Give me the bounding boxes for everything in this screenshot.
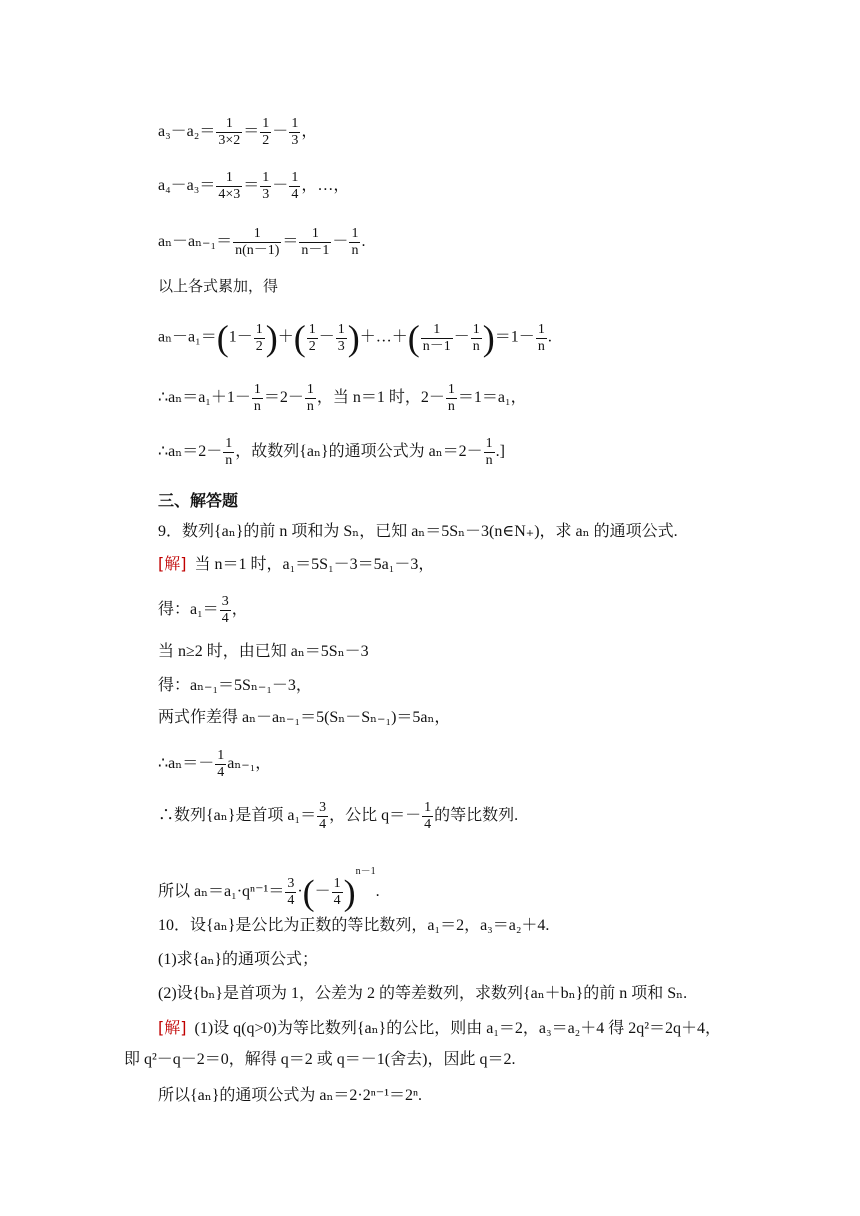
punct: ，…，: [301, 177, 350, 195]
minus: －: [453, 328, 470, 346]
sum-note: 以上各式累加，得: [158, 277, 279, 295]
fraction: [446, 382, 457, 415]
denominator: n: [447, 399, 455, 414]
fraction: [223, 436, 234, 469]
numerator: 1: [225, 436, 233, 451]
numerator: 3: [287, 875, 295, 891]
denominator: 3: [291, 133, 299, 148]
eq-lhs: aₙ－aₙ₋₁＝: [158, 233, 233, 251]
question-10: 10．设{aₙ}是公比为正数的等比数列，a₁＝2，a₃＝a₂＋4.: [158, 917, 550, 934]
numerator: 1: [337, 321, 345, 337]
right-paren: ): [482, 318, 495, 358]
eq-lhs: a₃－a₂＝: [158, 123, 216, 141]
fraction: [317, 800, 328, 833]
numerator: 1: [255, 321, 263, 337]
equation-a3-a2: [158, 116, 317, 149]
fraction: [216, 170, 242, 203]
denominator: 3: [262, 187, 270, 202]
text: .: [375, 883, 380, 900]
equation-therefore-2: [158, 436, 505, 469]
exponent: n－1: [355, 866, 376, 877]
text: ·: [297, 883, 303, 900]
text: .]: [495, 443, 505, 461]
solution-9-line-6: [158, 748, 271, 781]
punct: .: [361, 233, 366, 251]
text: 得：a₁＝: [158, 601, 219, 619]
equation-sum: [158, 320, 552, 356]
solution-10-line-3: 所以{aₙ}的通项公式为 aₙ＝2·2ⁿ⁻¹＝2ⁿ.: [158, 1087, 423, 1104]
fraction: [536, 322, 547, 355]
minus: －: [314, 883, 331, 900]
denominator: n－1: [301, 243, 330, 258]
fraction: [254, 322, 265, 355]
text: 所以 aₙ＝a₁·qⁿ⁻¹＝: [158, 883, 285, 900]
text: 当 n＝1 时，a₁＝5S₁－3＝5a₁－3，: [194, 556, 435, 573]
right-paren: ): [343, 872, 356, 913]
left-paren: (: [293, 318, 306, 358]
fraction: [252, 382, 263, 415]
fraction: [289, 116, 300, 149]
text: ＝2－: [263, 389, 304, 407]
denominator: 2: [308, 338, 316, 354]
equals: ＝: [282, 233, 299, 251]
numerator: 1: [424, 800, 432, 815]
denominator: 4: [291, 187, 299, 202]
numerator: 1: [447, 382, 455, 397]
fraction: [332, 876, 343, 909]
equation-a4-a3: [158, 170, 349, 203]
fraction: [299, 226, 331, 259]
denominator: 4: [221, 611, 229, 626]
fraction: [220, 594, 231, 627]
denominator: n: [485, 453, 493, 468]
minus: －: [318, 328, 335, 346]
numerator: 1: [262, 170, 270, 185]
fraction: [307, 322, 318, 355]
numerator: 1: [217, 748, 225, 763]
left-paren: (: [302, 872, 315, 913]
plus: ＋: [277, 328, 294, 346]
denominator: 3: [337, 338, 345, 354]
equals: ＝: [243, 177, 260, 195]
right-paren: ): [265, 318, 278, 358]
solution-9-line-1: [158, 554, 434, 575]
fraction: [421, 322, 453, 355]
denominator: n: [225, 453, 233, 468]
equals: ＝: [243, 123, 260, 141]
question-10-part-2: (2)设{bₙ}是首项为 1，公差为 2 的等差数列，求数列{aₙ＋bₙ}的前 n 项和 Sₙ.: [158, 985, 688, 1002]
fraction: [260, 116, 271, 149]
text: ∴aₙ＝2－: [158, 443, 223, 461]
equation-therefore-1: [158, 382, 527, 415]
text: ，公比 q＝－: [329, 807, 422, 825]
eq-lhs: aₙ－a₁＝: [158, 328, 217, 346]
denominator: 3×2: [218, 133, 241, 148]
text: (1)设 q(q>0)为等比数列{aₙ}的公比，则由 a₁＝2，a₃＝a₂＋4 得 2q²＝2q＋4，: [194, 1020, 722, 1037]
numerator: 1: [421, 322, 453, 339]
text: ，: [231, 601, 248, 619]
denominator: n(n－1): [235, 243, 280, 258]
plus-ellipsis: ＋…＋: [359, 328, 408, 346]
solution-9-line-4: 得：aₙ₋₁＝5Sₙ₋₁－3，: [158, 677, 312, 694]
eq-lhs: a₄－a₃＝: [158, 177, 216, 195]
numerator: 1: [472, 321, 480, 337]
question-10-part-1: (1)求{aₙ}的通项公式；: [158, 951, 319, 968]
fraction: [349, 226, 360, 259]
denominator: 4: [287, 892, 295, 908]
denominator: 2: [255, 338, 263, 354]
fraction: [215, 748, 226, 781]
fraction: [289, 170, 300, 203]
minus: －: [272, 177, 289, 195]
solution-9-line-3: 当 n≥2 时，由已知 aₙ＝5Sₙ－3: [158, 643, 369, 660]
fraction: [233, 226, 281, 259]
denominator: n－1: [422, 338, 451, 354]
rhs: ＝1－: [494, 328, 535, 346]
numerator: 1: [351, 226, 359, 241]
solution-tag: [解]: [158, 1018, 187, 1037]
text: ∴数列{aₙ}是首项 a₁＝: [158, 807, 317, 825]
numerator: 1: [216, 116, 242, 133]
denominator: n: [472, 338, 480, 354]
fraction: [422, 800, 433, 833]
numerator: 3: [319, 800, 327, 815]
solution-9-line-5: 两式作差得 aₙ－aₙ₋₁＝5(Sₙ－Sₙ₋₁)＝5aₙ，: [158, 709, 451, 726]
term: 1－: [228, 328, 253, 346]
equation-an-an1: [158, 226, 365, 259]
fraction: [285, 876, 296, 909]
solution-10-line-1: [158, 1018, 721, 1039]
solution-9-line-7: [158, 800, 518, 833]
fraction: [260, 170, 271, 203]
fraction: [216, 116, 242, 149]
solution-tag: [解]: [158, 554, 187, 573]
numerator: 1: [306, 382, 314, 397]
denominator: 4: [424, 817, 432, 832]
denominator: n: [253, 399, 261, 414]
right-paren: ): [347, 318, 360, 358]
fraction: [471, 322, 482, 355]
left-paren: (: [216, 318, 229, 358]
fraction: [305, 382, 316, 415]
numerator: 3: [221, 594, 229, 609]
section-title: 三、解答题: [158, 491, 239, 510]
denominator: 4: [333, 892, 341, 908]
text: 的等比数列.: [434, 807, 519, 825]
numerator: 1: [485, 436, 493, 451]
punct: .: [547, 328, 552, 346]
numerator: 1: [291, 116, 299, 131]
text: ＝1＝a₁，: [457, 389, 527, 407]
punct: ，: [301, 123, 318, 141]
numerator: 1: [233, 226, 281, 243]
left-paren: (: [407, 318, 420, 358]
numerator: 1: [262, 116, 270, 131]
text: ∴aₙ＝a₁＋1－: [158, 389, 251, 407]
solution-9-line-8: [158, 862, 380, 913]
question-9: 9．数列{aₙ}的前 n 项和为 Sₙ，已知 aₙ＝5Sₙ－3(n∈N₊)，求 aₙ 的通项公式.: [158, 523, 678, 540]
numerator: 1: [333, 875, 341, 891]
denominator: n: [351, 243, 359, 258]
solution-9-line-2: [158, 594, 248, 627]
numerator: 1: [253, 382, 261, 397]
denominator: 2: [262, 133, 270, 148]
denominator: n: [537, 338, 545, 354]
numerator: 1: [299, 226, 331, 243]
denominator: 4: [319, 817, 327, 832]
numerator: 1: [537, 321, 545, 337]
denominator: 4: [217, 765, 225, 780]
numerator: 1: [291, 170, 299, 185]
minus: －: [332, 233, 349, 251]
text: ，故数列{aₙ}的通项公式为 aₙ＝2－: [235, 443, 483, 461]
text: ，当 n＝1 时，2－: [316, 389, 445, 407]
text: aₙ₋₁，: [227, 755, 272, 773]
minus: －: [272, 123, 289, 141]
denominator: 4×3: [218, 187, 241, 202]
numerator: 1: [308, 321, 316, 337]
fraction: [484, 436, 495, 469]
denominator: n: [306, 399, 314, 414]
fraction: [336, 322, 347, 355]
text: ∴aₙ＝－: [158, 755, 215, 773]
numerator: 1: [216, 170, 242, 187]
solution-10-line-2: 即 q²－q－2＝0，解得 q＝2 或 q＝－1(舍去)，因此 q＝2.: [124, 1051, 516, 1068]
